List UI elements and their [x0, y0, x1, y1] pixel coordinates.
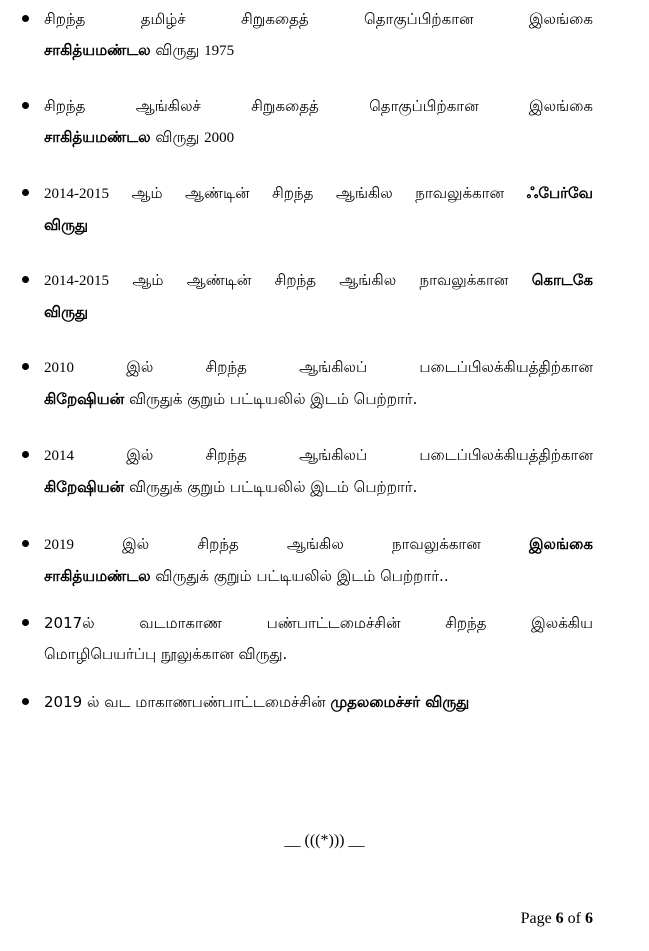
award-text: [44, 608, 593, 670]
bullet-icon: [22, 619, 29, 626]
award-text: [44, 265, 593, 328]
award-year: 2014: [44, 448, 74, 464]
award-word-bold: விருது: [44, 303, 88, 321]
word: பண்பாட்டமைச்சின்: [266, 614, 401, 632]
word: படைப்பிலக்கியத்திற்கான: [419, 446, 593, 464]
award-line: [44, 561, 593, 592]
award-line: [44, 265, 593, 297]
award-name-bold: ஃபேர்வே: [526, 184, 593, 202]
word: சிறந்த: [197, 535, 239, 553]
award-description: மொழிபெயர்ப்பு நூலுக்கான விருது.: [44, 645, 288, 663]
page-number: [521, 910, 593, 928]
award-text: [44, 4, 593, 67]
word: சிறந்த: [205, 358, 247, 376]
award-text: [44, 529, 593, 592]
page-number-current: 6: [555, 910, 564, 927]
award-line: [44, 35, 593, 67]
award-description: ஆம் ஆண்டின் சிறந்த ஆங்கில நாவலுக்கான: [132, 271, 509, 289]
award-year: 2014-2015: [44, 273, 109, 289]
word: ஆங்கில: [286, 535, 344, 553]
word: படைப்பிலக்கியத்திற்கான: [419, 358, 593, 376]
award-name-bold: சாகித்யமண்டல: [44, 128, 151, 146]
award-name-bold: கிறேஷியன்: [44, 478, 125, 496]
bullet-icon: [22, 189, 29, 196]
award-year: 1975: [204, 43, 235, 59]
award-text: [44, 352, 593, 415]
award-word: விருது: [155, 128, 200, 146]
end-of-document-mark: __ (((*))) __: [284, 832, 365, 849]
award-line: [44, 4, 593, 35]
award-line: [44, 210, 593, 241]
word: ஆங்கிலப்: [299, 446, 368, 464]
word: இலக்கிய: [531, 614, 593, 632]
bullet-icon: [22, 276, 29, 283]
word: தொகுப்பிற்கான: [369, 97, 479, 115]
bullet-icon: [22, 363, 29, 370]
award-description: வட மாகாணபண்பாட்டமைச்சின்: [104, 693, 326, 711]
award-year: 2019 ல்: [44, 693, 100, 711]
word: இல்: [126, 358, 154, 376]
bullet-icon: [22, 540, 29, 547]
award-description: விருதுக் குறும் பட்டியலில் இடம் பெற்றார்.: [128, 478, 418, 496]
award-line: [44, 91, 593, 122]
award-name-bold: சாகித்யமண்டல: [44, 41, 151, 59]
award-name-bold: கிறேஷியன்: [44, 390, 125, 408]
award-description: விருதுக் குறும் பட்டியலில் இடம் பெற்றார்..: [155, 567, 449, 585]
award-year: 2000: [204, 130, 235, 146]
award-line: [44, 352, 593, 384]
award-text: [44, 440, 593, 503]
bullet-icon: [22, 451, 29, 458]
award-line: [44, 440, 593, 472]
bullet-icon: [22, 15, 29, 22]
word: சிறந்த: [44, 97, 86, 115]
award-word: விருது: [155, 41, 200, 59]
award-description: ஆம் ஆண்டின் சிறந்த ஆங்கில நாவலுக்கான: [131, 184, 505, 202]
word: சிறந்த: [445, 614, 487, 632]
award-word-bold: விருது: [44, 216, 88, 234]
word: சிறுகதைத்: [251, 97, 319, 115]
award-line: [44, 122, 593, 154]
bullet-icon: [22, 102, 29, 109]
word: ஆங்கிலப்: [299, 358, 368, 376]
award-line: [44, 608, 593, 639]
word: சிறந்த: [44, 10, 86, 28]
word: வடமாகாண: [139, 614, 222, 632]
award-line: [44, 472, 593, 503]
word: சிறந்த: [205, 446, 247, 464]
award-line: [44, 178, 593, 210]
word: இல்: [122, 535, 150, 553]
word: தொகுப்பிற்கான: [364, 10, 474, 28]
award-line: [44, 639, 593, 670]
page-number-total: 6: [585, 910, 593, 927]
word: இலங்கை: [528, 10, 593, 28]
word: ஆங்கிலச்: [135, 97, 201, 115]
award-name-bold: இலங்கை: [528, 535, 593, 553]
word: தமிழ்ச்: [140, 10, 186, 28]
word: சிறுகதைத்: [241, 10, 309, 28]
word: இலங்கை: [529, 97, 593, 115]
award-line: [44, 529, 593, 561]
award-name-bold: கொடகே: [531, 271, 593, 289]
award-year: 2010: [44, 360, 74, 376]
word: நாவலுக்கான: [391, 535, 481, 553]
award-line: [44, 384, 593, 415]
page-number-of: of: [567, 910, 581, 927]
award-text: [44, 91, 593, 154]
award-description: விருதுக் குறும் பட்டியலில் இடம் பெற்றார்.: [128, 390, 418, 408]
award-year: 2017ல்: [44, 614, 95, 632]
page-number-prefix: Page: [520, 910, 552, 927]
award-name-bold: சாகித்யமண்டல: [44, 567, 151, 585]
bullet-icon: [22, 698, 29, 705]
award-name-bold: முதலமைச்சர் விருது: [330, 693, 470, 711]
award-line: [44, 297, 593, 328]
word: இல்: [126, 446, 154, 464]
award-year: 2014-2015: [44, 186, 109, 202]
award-text: [44, 687, 593, 718]
award-year: 2019: [44, 537, 74, 553]
award-line: [44, 687, 593, 718]
award-text: [44, 178, 593, 241]
